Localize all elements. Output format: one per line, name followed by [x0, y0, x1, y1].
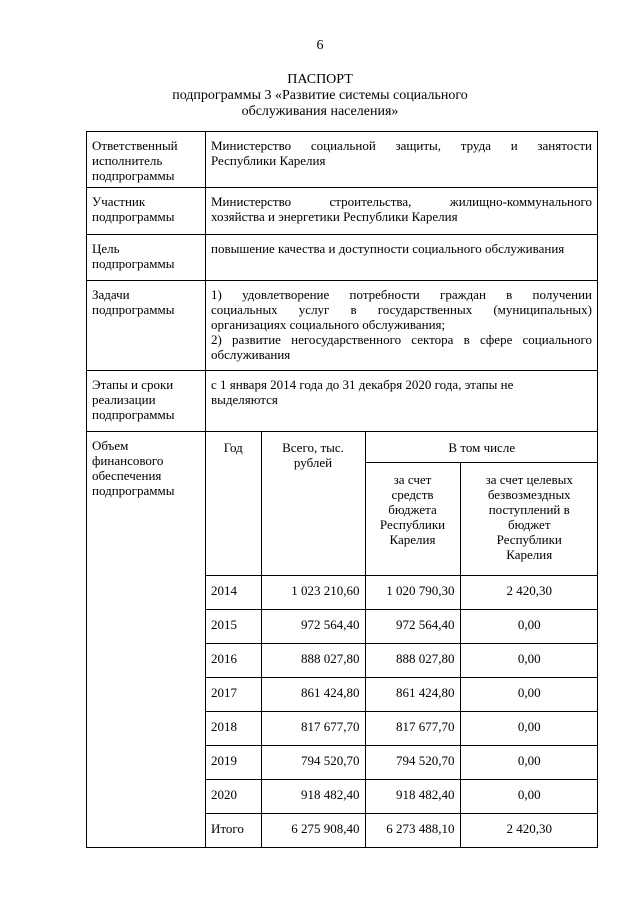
cell-gratuitous: 0,00 [460, 609, 598, 643]
value-participant: Министерство строительства, жилищно-коммунального хозяйства и энергетики Республики Карелия [206, 188, 598, 235]
financing-table [206, 432, 598, 847]
cell-year: 2015 [206, 609, 261, 643]
page-number: 6 [316, 38, 324, 53]
row-financing [87, 432, 598, 848]
label-goal: Цель подпрограммы [87, 235, 206, 281]
table-row [206, 609, 598, 643]
cell-total: 888 027,80 [261, 643, 365, 677]
label-participant: Участник подпрограммы [87, 188, 206, 235]
cell-total: 918 482,40 [261, 779, 365, 813]
cell-gratuitous: 2 420,30 [460, 575, 598, 609]
cell-total: 972 564,40 [261, 609, 365, 643]
cell-total: 817 677,70 [261, 711, 365, 745]
table-row [206, 575, 598, 609]
table-row-total [206, 813, 598, 847]
header-year: Год [206, 432, 261, 575]
cell-budget: 1 020 790,30 [365, 575, 460, 609]
row-stages [87, 371, 598, 432]
label-stages: Этапы и сроки реализации подпрограммы [87, 371, 206, 432]
header-gratuitous: за счет целевых безвозмездных поступлений в бюджет Республики Карелия [460, 462, 598, 575]
cell-year: 2016 [206, 643, 261, 677]
table-row [206, 677, 598, 711]
table-row [206, 711, 598, 745]
financing-table-cell [206, 432, 598, 848]
cell-year: 2017 [206, 677, 261, 711]
cell-budget: 861 424,80 [365, 677, 460, 711]
cell-budget: 6 273 488,10 [365, 813, 460, 847]
table-row [206, 779, 598, 813]
cell-gratuitous: 0,00 [460, 711, 598, 745]
cell-budget: 972 564,40 [365, 609, 460, 643]
cell-year: 2018 [206, 711, 261, 745]
cell-budget: 888 027,80 [365, 643, 460, 677]
header-budget: за счет средств бюджета Республики Карелия [365, 462, 460, 575]
table-row [206, 643, 598, 677]
cell-gratuitous: 0,00 [460, 779, 598, 813]
row-participant [87, 188, 598, 235]
cell-year: 2014 [206, 575, 261, 609]
label-tasks: Задачи подпрограммы [87, 281, 206, 371]
cell-total: 1 023 210,60 [261, 575, 365, 609]
cell-budget: 817 677,70 [365, 711, 460, 745]
title-subtitle-line2: обслуживания населения» [241, 104, 399, 119]
cell-gratuitous: 0,00 [460, 745, 598, 779]
title-subtitle-line1: подпрограммы 3 «Развитие системы социального [172, 88, 468, 103]
cell-gratuitous: 0,00 [460, 643, 598, 677]
value-responsible: Министерство социальной защиты, труда и занятости Республики Карелия [206, 132, 598, 188]
row-responsible [87, 132, 598, 188]
row-tasks [87, 281, 598, 371]
value-goal: повышение качества и доступности социального обслуживания [206, 235, 598, 281]
cell-total: 861 424,80 [261, 677, 365, 711]
cell-year: 2019 [206, 745, 261, 779]
cell-year: Итого [206, 813, 261, 847]
cell-budget: 918 482,40 [365, 779, 460, 813]
cell-total: 794 520,70 [261, 745, 365, 779]
title-heading: ПАСПОРТ [287, 72, 353, 87]
passport-table [86, 131, 598, 848]
cell-budget: 794 520,70 [365, 745, 460, 779]
label-responsible: Ответственный исполнитель подпрограммы [87, 132, 206, 188]
table-row [206, 745, 598, 779]
financing-header-row [206, 432, 598, 462]
row-goal [87, 235, 598, 281]
label-financing: Объем финансового обеспечения подпрограммы [87, 432, 206, 848]
value-stages: с 1 января 2014 года до 31 декабря 2020 года, этапы не выделяются [206, 371, 598, 432]
header-total: Всего, тыс. рублей [261, 432, 365, 575]
cell-gratuitous: 2 420,30 [460, 813, 598, 847]
cell-gratuitous: 0,00 [460, 677, 598, 711]
header-including: В том числе [365, 432, 598, 462]
cell-total: 6 275 908,40 [261, 813, 365, 847]
cell-year: 2020 [206, 779, 261, 813]
value-tasks: 1) удовлетворение потребности граждан в получении социальных услуг в государственных (муниципальных) организациях социального обслуживания; 2) развитие негосударственного сектора в сфере социального обслуживания [206, 281, 598, 371]
document-title [0, 72, 640, 120]
